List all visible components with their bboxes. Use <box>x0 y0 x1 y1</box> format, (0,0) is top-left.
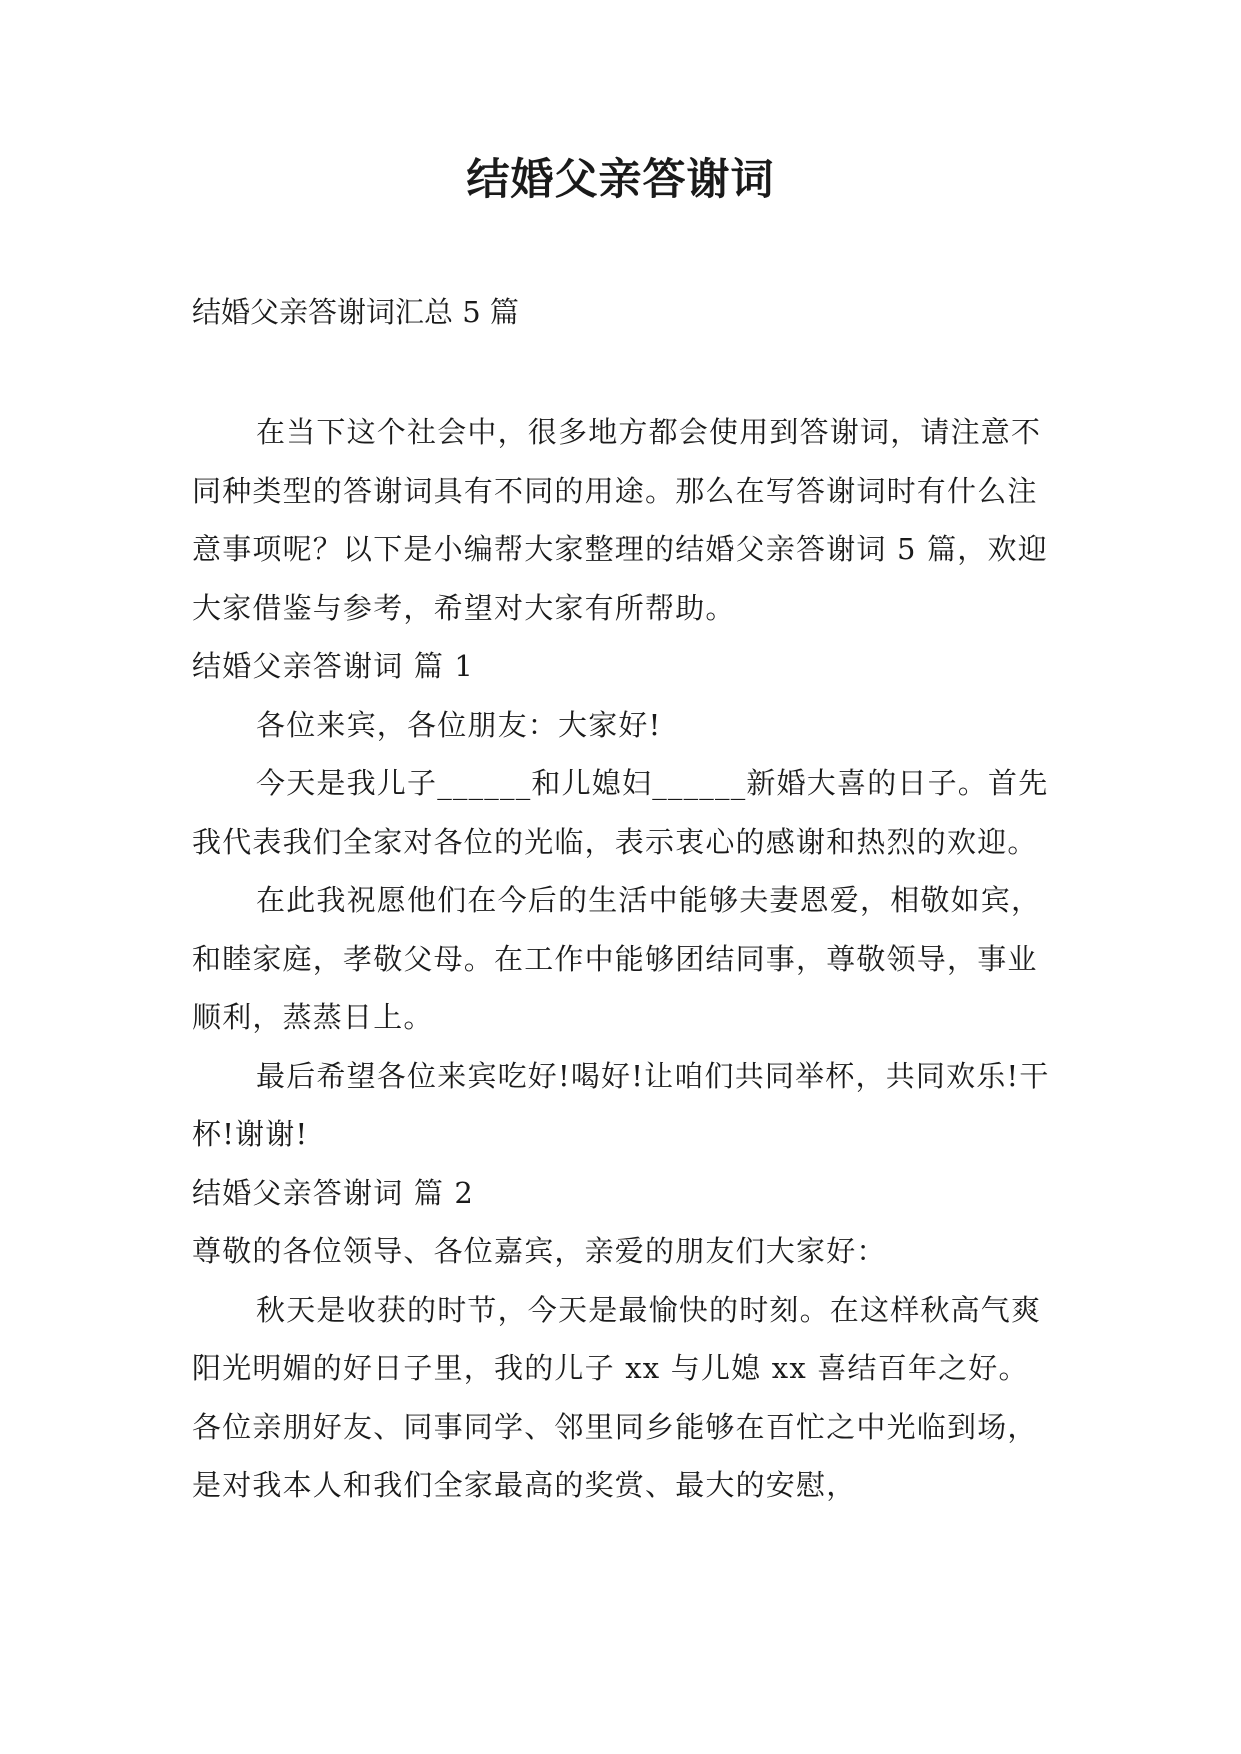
document-subtitle: 结婚父亲答谢词汇总 5 篇 <box>192 295 519 329</box>
document-body <box>192 403 1052 1515</box>
section-heading: 结婚父亲答谢词 篇 2 <box>192 1175 475 1210</box>
body-paragraph: 今天是我儿子______和儿媳妇______新婚大喜的日子。首先我代表我们全家对各位的光临，表示衷心的感谢和热烈的欢迎。 <box>192 766 1049 859</box>
greeting-paragraph: 尊敬的各位领导、各位嘉宾，亲爱的朋友们大家好： <box>192 1234 887 1268</box>
intro-paragraph: 在当下这个社会中，很多地方都会使用到答谢词，请注意不同种类型的答谢词具有不同的用途。那么在写答谢词时有什么注意事项呢？以下是小编帮大家整理的结婚父亲答谢词 5 篇，欢迎大家借鉴与参考，希望对大家有所帮助。 <box>192 415 1048 625</box>
section-heading: 结婚父亲答谢词 篇 1 <box>192 649 475 683</box>
body-paragraph: 最后希望各位来宾吃好!喝好!让咱们共同举杯，共同欢乐!干杯!谢谢! <box>192 1058 1050 1151</box>
greeting-paragraph: 各位来宾，各位朋友：大家好! <box>256 707 662 742</box>
body-paragraph: 秋天是收获的时节，今天是最愉快的时刻。在这样秋高气爽阳光明媚的好日子里，我的儿子 xx 与儿媳 xx 喜结百年之好。各位亲朋好友、同事同学、邻里同乡能够在百忙之中光临到场，是对我本人和我们全家最高的奖赏、最大的安慰， <box>192 1292 1042 1502</box>
document-title: 结婚父亲答谢词 <box>466 155 775 205</box>
body-paragraph: 在此我祝愿他们在今后的生活中能够夫妻恩爱，相敬如宾，和睦家庭，孝敬父母。在工作中能够团结同事，尊敬领导，事业顺利，蒸蒸日上。 <box>192 883 1042 1034</box>
